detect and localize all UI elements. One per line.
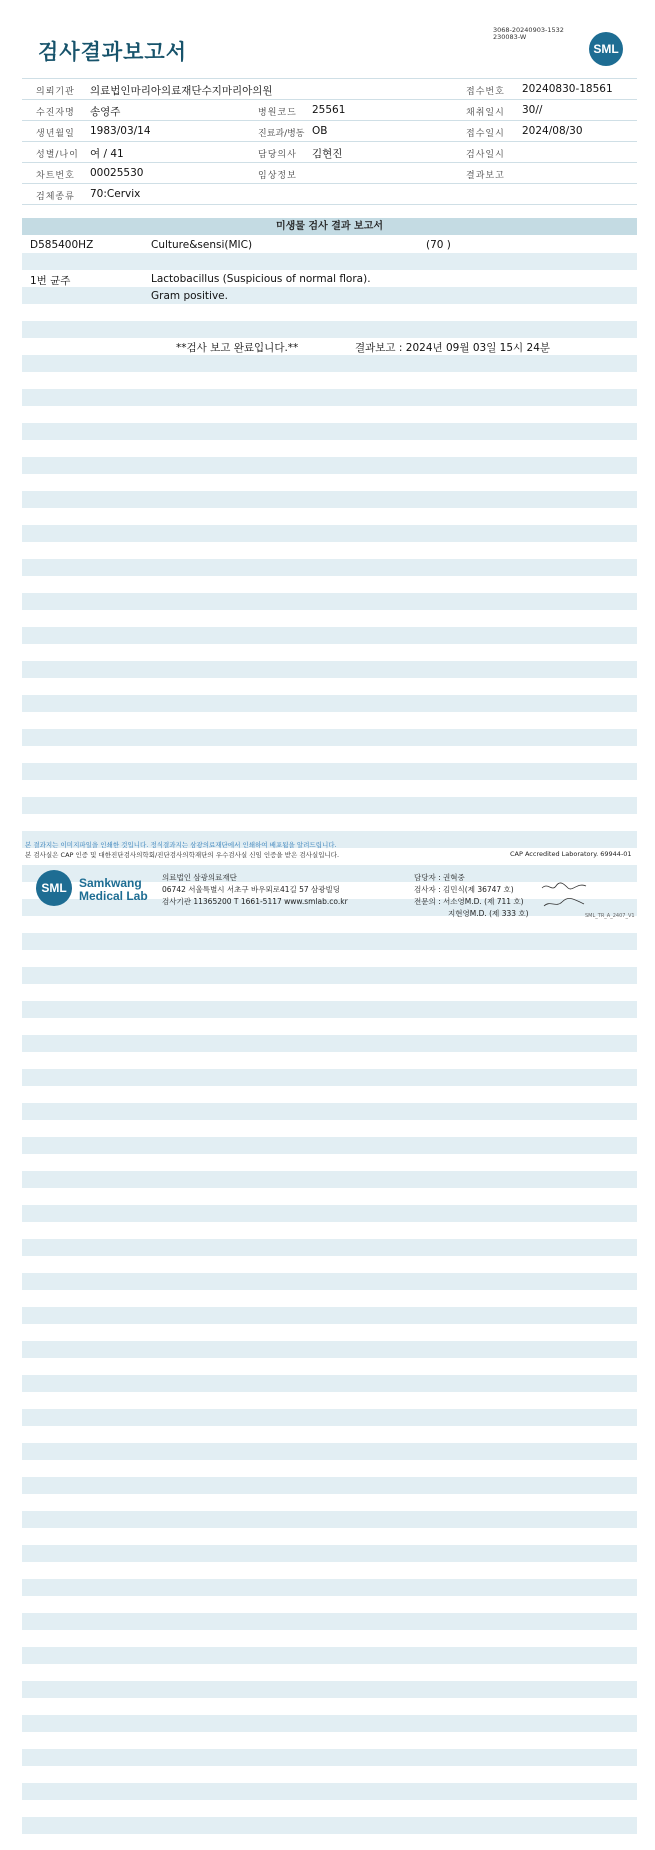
patient-info-table <box>22 78 637 205</box>
report-label: 결과보고 <box>466 171 505 181</box>
form-code: SML_TR_A_2407_V1 <box>585 913 635 919</box>
info-row <box>22 184 637 205</box>
sex-age-value: 여 / 41 <box>90 148 124 160</box>
institution-value: 의료법인마리아의료재단수지마리아의원 <box>90 85 273 97</box>
specimen-label: 검체종류 <box>36 192 75 202</box>
dept-value: OB <box>312 125 328 137</box>
test-specimen: (70 ) <box>426 239 451 251</box>
dept-label: 진료과/병동 <box>258 129 305 139</box>
info-row <box>22 78 637 100</box>
accreditation-notice: 본 검사실은 CAP 인증 및 대한진단검사의학회/진단검사의학재단의 우수검사실 신임 인증을 받은 검사실입니다. <box>25 851 340 859</box>
print-notice: 본 결과지는 이미지파일을 인쇄한 것입니다. 정식결과지는 삼광의료재단에서 인쇄하여 배포됨을 알려드립니다. <box>25 841 337 849</box>
organism-line-2: Gram positive. <box>151 290 228 302</box>
section-title: 미생물 검사 결과 보고서 <box>22 218 637 235</box>
birth-label: 생년월일 <box>36 129 75 139</box>
test-code: D585400HZ <box>30 239 94 251</box>
patient-name-value: 송영주 <box>90 106 121 118</box>
chart-no-label: 차트번호 <box>36 171 75 181</box>
receipt-no-label: 접수번호 <box>466 87 505 97</box>
report-time: 결과보고 : 2024년 09월 03일 15시 24분 <box>355 342 551 354</box>
result-stripes <box>22 236 637 1850</box>
receipt-date-label: 접수일시 <box>466 129 505 139</box>
hospital-code-label: 병원코드 <box>258 108 297 118</box>
collect-date-label: 채취일시 <box>466 108 505 118</box>
sex-age-label: 성별/나이 <box>36 150 79 160</box>
staff-specialist-2: 지현영M.D. (제 333 호) <box>448 909 529 918</box>
brand-line-2: Medical Lab <box>79 889 148 903</box>
receipt-date-value: 2024/08/30 <box>522 125 583 137</box>
staff-manager: 담당자 : 권혁중 <box>414 873 465 882</box>
doc-code: 3068-20240903-1532 <box>493 26 564 34</box>
staff-examiner: 검사자 : 김민식(제 36747 호) <box>414 885 514 894</box>
info-row <box>22 142 637 163</box>
organism-line-1: Lactobacillus (Suspicious of normal flora). <box>151 273 371 285</box>
signature-image <box>540 880 590 912</box>
org-contact: 검사기관 11365200 T 1661-5117 www.smlab.co.kr <box>162 897 348 906</box>
info-row <box>22 121 637 142</box>
specimen-value: 70:Cervix <box>90 188 141 200</box>
hospital-code-value: 25561 <box>312 104 346 116</box>
receipt-no-value: 20240830-18561 <box>522 83 613 95</box>
patient-name-label: 수진자명 <box>36 108 75 118</box>
cap-accreditation: CAP Accredited Laboratory. 69944-01 <box>510 850 632 858</box>
page-title: 검사결과보고서 <box>38 40 188 64</box>
org-address: 06742 서울특별시 서초구 바우뫼로41길 57 삼광빌딩 <box>162 885 341 894</box>
test-date-label: 검사일시 <box>466 150 505 160</box>
birth-value: 1983/03/14 <box>90 125 151 137</box>
footer-sml-logo: SML <box>36 870 72 906</box>
brand-line-1: Samkwang <box>79 876 142 890</box>
doctor-value: 김현진 <box>312 148 343 160</box>
institution-label: 의뢰기관 <box>36 87 75 97</box>
complete-message: **검사 보고 완료입니다.** <box>176 342 299 354</box>
staff-specialist-1: 전문의 : 서소영M.D. (제 711 호) <box>414 897 524 906</box>
chart-no-value: 00025530 <box>90 167 144 179</box>
clinical-info-label: 임상정보 <box>258 171 297 181</box>
doc-code-sub: 230083-W <box>493 33 527 41</box>
test-name: Culture&sensi(MIC) <box>151 239 253 251</box>
info-row <box>22 163 637 184</box>
collect-date-value: 30// <box>522 104 543 116</box>
sml-logo: SML <box>589 32 623 66</box>
organism-label: 1번 균주 <box>30 275 71 287</box>
org-name: 의료법인 삼광의료재단 <box>162 873 237 882</box>
brand-name <box>79 877 148 903</box>
doctor-label: 담당의사 <box>258 150 297 160</box>
info-row <box>22 100 637 121</box>
